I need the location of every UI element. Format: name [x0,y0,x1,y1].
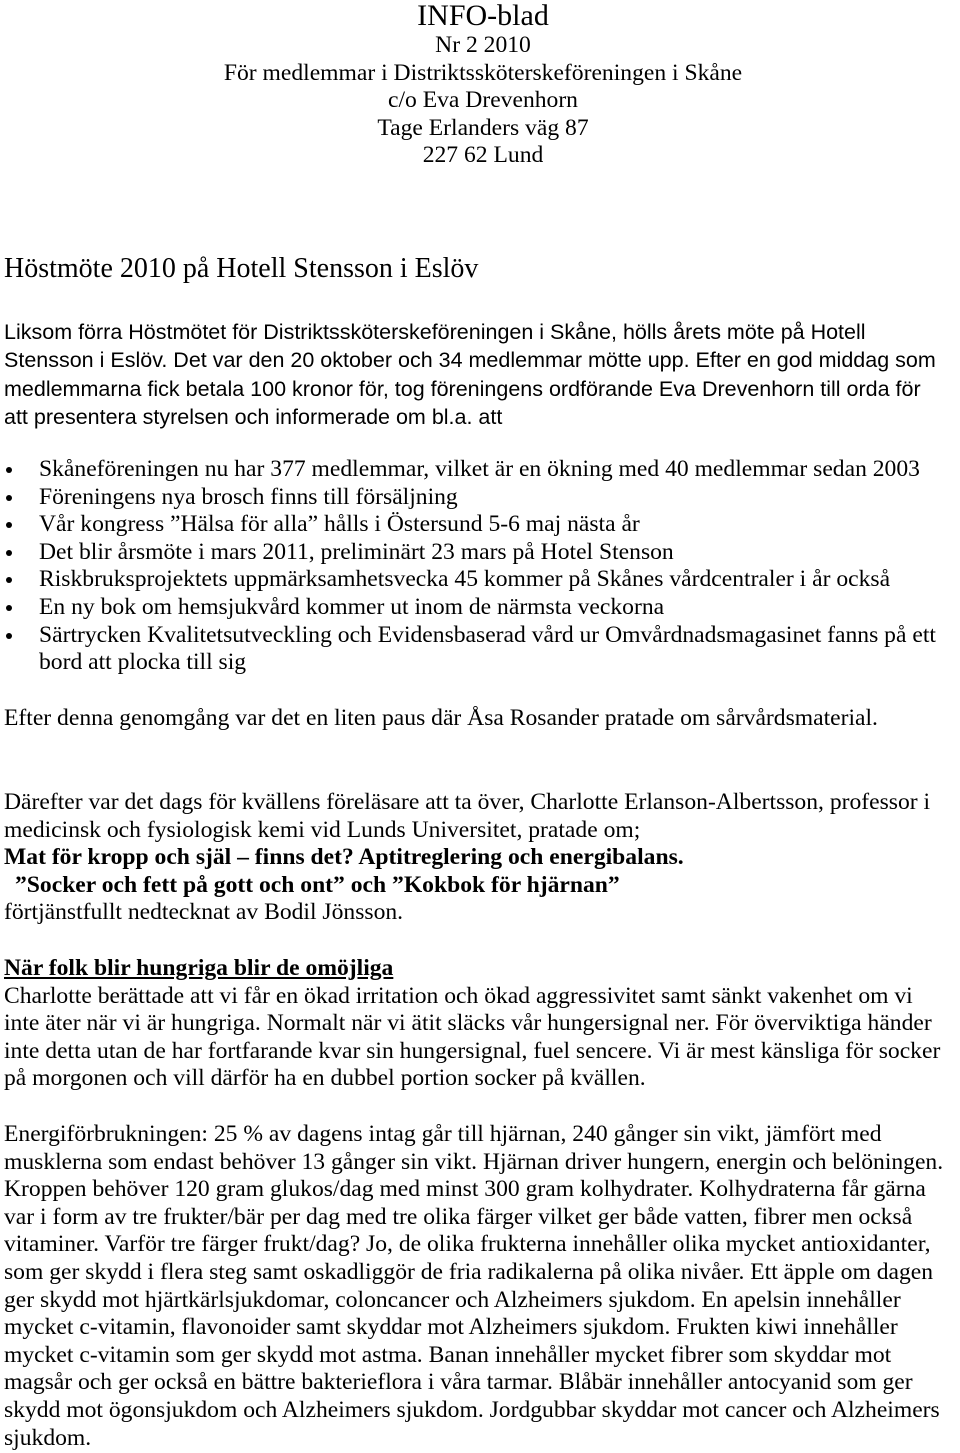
intro-line: Liksom förra Höstmötet för Distriktssköterskeföreningen i Skåne, hölls årets möte på Hotell [4,320,866,344]
energy-line: musklerna som endast behöver 13 gånger sin vikt. Hjärnan driver hungern, energin och belöningen. [4,1148,944,1175]
address-line: 227 62 Lund [422,142,544,169]
bullet-text: Skåneföreningen nu har 377 medlemmar, vilket är en ökning med 40 medlemmar sedan 2003 [39,456,920,482]
bullet-list [4,456,960,677]
energy-line: mycket c-vitamin, flavonoider samt skyddar mot Alzheimers sjukdom. Frukten kiwi innehåller [4,1314,898,1341]
address-line: c/o Eva Drevenhorn [388,87,578,114]
bullet-text: Föreningens nya brosch finns till försäljning [39,483,458,510]
energy-line: skydd mot ögonsjukdom och Alzheimers sjukdom. Jordgubbar skyddar mot cancer och Alzheimers [4,1396,940,1423]
lecture-intro-line: Därefter var det dags för kvällens föreläsare att ta över, Charlotte Erlanson-Albertsson, professor i [4,789,931,815]
bullet-text: Vår kongress ”Hälsa för alla” hålls i Östersund 5-6 maj nästa år [39,511,640,538]
lecture-paragraph [4,789,960,927]
bullet-text: Riskbruksprojektets uppmärksamhetsvecka 45 kommer på Skånes vårdcentraler i år också [39,566,891,593]
lecture-title: Mat för kropp och själ – finns det? Aptitreglering och energibalans. [4,844,684,871]
section-line: på morgonen och vill därför ha en dubbel portion socker på kvällen. [4,1065,646,1092]
address-line: Tage Erlanders väg 87 [377,114,589,141]
energy-line: magsår och ger också en bättre bakterieflora i våra tarmar. Blåbär innehåller antocyanid som ger [4,1369,913,1396]
bullet-text: Särtrycken Kvalitetsutveckling och Evidensbaserad vård ur Omvårdnadsmagasinet fanns på ett [39,621,936,648]
bullet-icon [6,633,12,639]
energy-line: vitaminer. Varför tre färger frukt/dag? Jo, de olika frukterna innehåller olika mycket antioxidanter, [4,1231,931,1258]
lecture-intro-line: medicinsk och fysiologisk kemi vid Lunds Universitet, pratade om; [4,816,641,843]
bullet-icon [6,495,12,501]
energy-line: sjukdom. [4,1424,92,1451]
bullet-text: bord att plocka till sig [39,649,247,676]
break-paragraph [4,705,960,733]
intro-line: Stensson i Eslöv. Det var den 20 oktober och 34 medlemmar mötte upp. Efter en god middag som [4,348,936,373]
bullet-item [4,456,960,484]
bullet-icon [6,467,12,473]
section-line: inte äter när vi är hungriga. Normalt när vi ätit släcks vår hungersignal ner. För överviktiga händer [4,1010,932,1037]
intro-line: medlemmarna fick betala 100 kronor för, tog föreningens ordförande Eva Drevenhorn till orda för [4,376,921,401]
bullet-icon [6,550,12,556]
bullet-item [4,539,960,567]
newsletter-title: INFO-blad [417,0,549,32]
article-heading: Höstmöte 2010 på Hotell Stensson i Eslöv [4,253,479,284]
energy-paragraph [4,1121,960,1452]
section-heading: När folk blir hungriga blir de omöjliga [4,955,394,981]
energy-line: mycket c-vitamin som ger skydd mot astma. Banan innehåller mycket fibrer som skyddar mot [4,1341,892,1368]
bullet-item [4,566,960,594]
lecture-title: ”Socker och fett på gott och ont” och ”Kokbok för hjärnan” [15,871,620,898]
bullet-text: Det blir årsmöte i mars 2011, preliminärt 23 mars på Hotel Stenson [39,538,674,565]
lecture-credit: förtjänstfullt nedtecknat av Bodil Jönsson. [4,899,404,926]
bullet-item [4,484,960,512]
issue-number: Nr 2 2010 [435,32,531,58]
bullet-item [4,622,960,677]
intro-paragraph [4,318,960,431]
intro-line: att presentera styrelsen och informerade om bl.a. att [4,404,503,429]
masthead-details [6,32,960,170]
bullet-item [4,594,960,622]
hunger-section [4,955,960,1093]
energy-line: Energiförbrukningen: 25 % av dagens intag går till hjärnan, 240 gånger sin vikt, jämfört med [4,1121,882,1147]
energy-line: var i form av tre frukter/bär per dag med tre olika färger vilket ger både vatten, fibrer men också [4,1203,913,1230]
bullet-icon [6,605,12,611]
energy-line: ger skydd mot hjärtkärlsjukdomar, coloncancer och Alzheimers sjukdom. En apelsin innehåller [4,1286,901,1313]
masthead [6,0,960,169]
bullet-icon [6,522,12,528]
energy-line: som ger skydd i flera steg samt oskadliggör de fria radikalerna på olika nivåer. Ett äpple om dagen [4,1258,934,1285]
energy-line: Kroppen behöver 120 gram glukos/dag med minst 300 gram kolhydrater. Kolhydraterna får gärna [4,1176,926,1203]
bullet-icon [6,577,12,583]
section-line: inte detta utan de har fortfarande kvar sin hungersignal, fuel sencere. Vi är mest känsliga för socker [4,1037,941,1064]
break-note-text: Efter denna genomgång var det en liten paus där Åsa Rosander pratade om sårvårdsmaterial. [4,705,878,731]
bullet-text: En ny bok om hemsjukvård kommer ut inom de närmsta veckorna [39,593,665,620]
bullet-item [4,511,960,539]
audience-line: För medlemmar i Distriktssköterskeföreningen i Skåne [223,59,743,86]
section-line: Charlotte berättade att vi får en ökad irritation och ökad aggressivitet samt sänkt vakenhet om vi [4,982,913,1009]
